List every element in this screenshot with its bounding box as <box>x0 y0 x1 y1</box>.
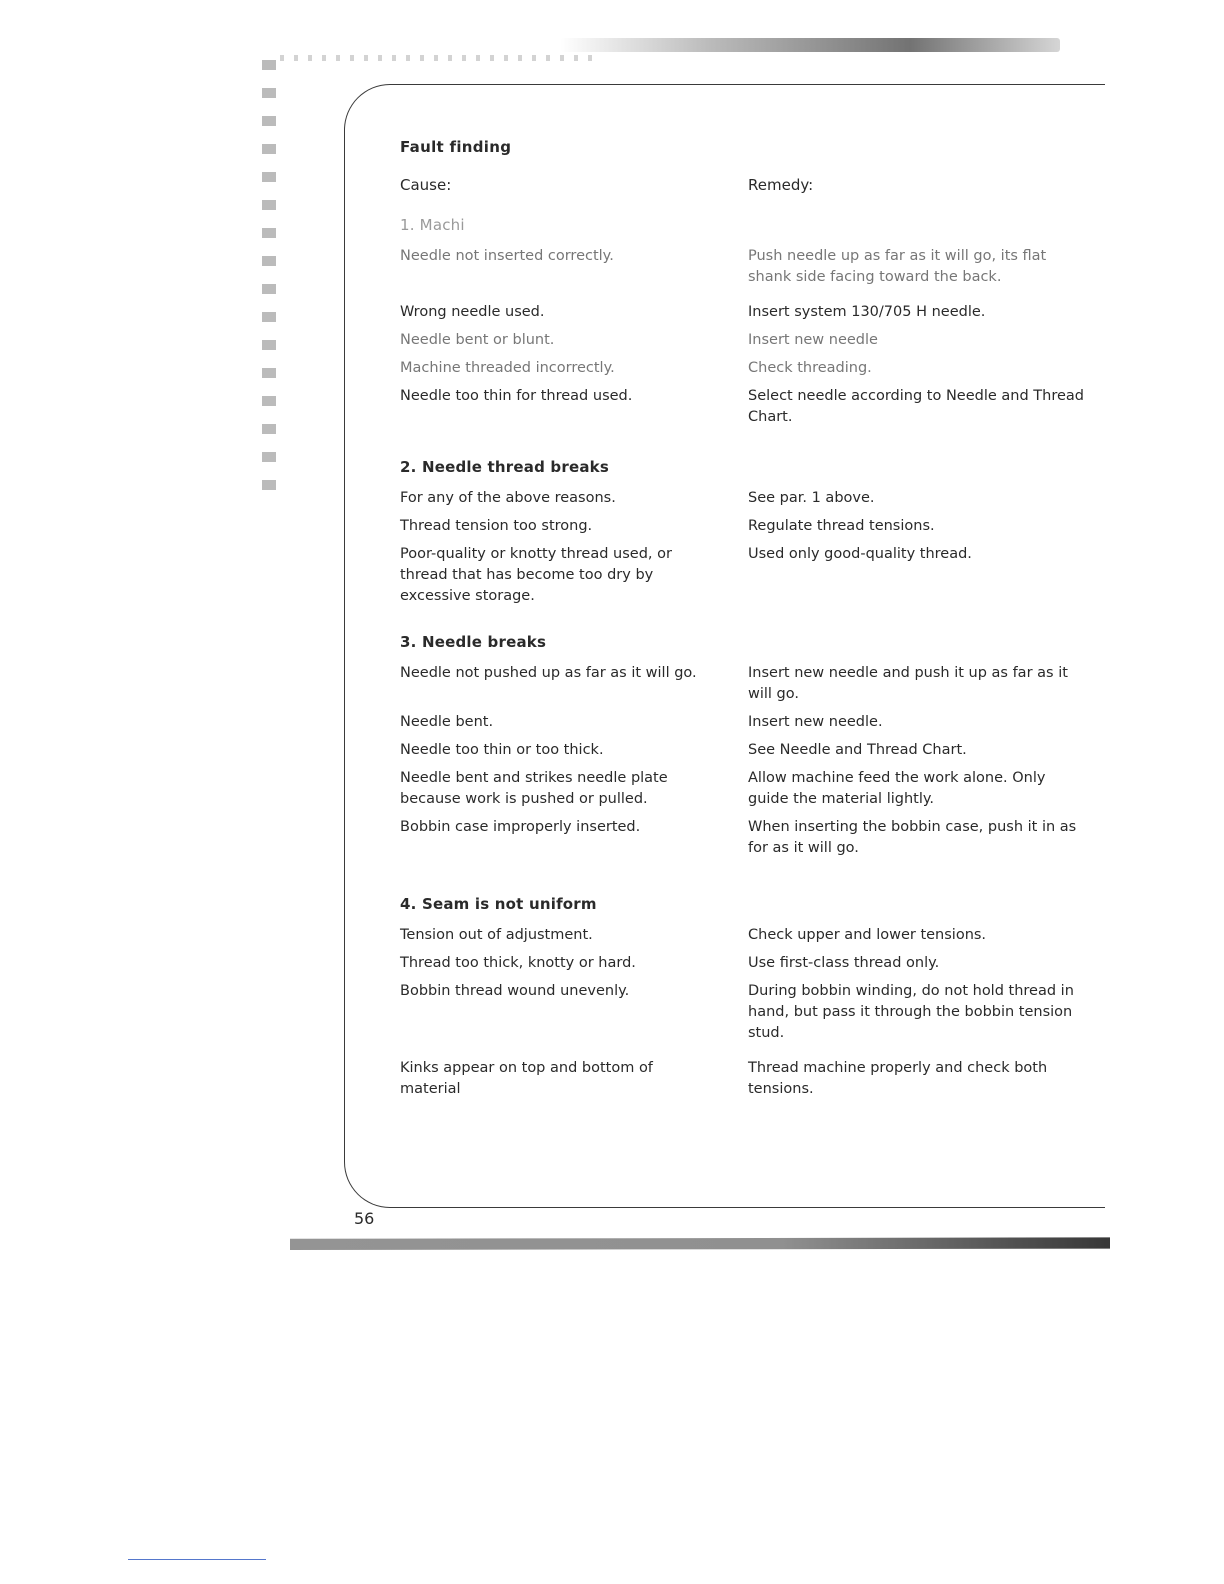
table-row <box>400 488 1090 509</box>
page-title: Fault finding <box>400 138 512 156</box>
remedy-cell: Insert system 130/705 H needle. <box>748 304 986 320</box>
cause-cell: Poor-quality or knotty thread used, or thread that has become too dry by excessive storage. <box>400 546 672 604</box>
table-row <box>400 516 1090 537</box>
scan-artifact-top <box>560 38 1060 52</box>
section-title: 2. Needle thread breaks <box>400 458 609 476</box>
section-3 <box>400 633 1090 859</box>
cause-cell: Needle bent. <box>400 714 494 730</box>
remedy-cell: Allow machine feed the work alone. Only guide the material lightly. <box>748 770 1046 807</box>
cause-cell: Wrong needle used. <box>400 304 545 320</box>
remedy-cell: Used only good-quality thread. <box>748 546 972 562</box>
remedy-cell: Thread machine properly and check both tensions. <box>748 1060 1048 1097</box>
page-number: 56 <box>354 1209 375 1228</box>
cause-cell: Bobbin thread wound unevenly. <box>400 983 630 999</box>
cause-header: Cause: <box>400 176 452 194</box>
cause-cell: Needle bent and strikes needle plate because work is pushed or pulled. <box>400 770 668 807</box>
remedy-cell: Push needle up as far as it will go, its flat shank side facing toward the back. <box>748 248 1047 285</box>
cause-cell: For any of the above reasons. <box>400 490 616 506</box>
remedy-cell: Insert new needle. <box>748 714 883 730</box>
remedy-header: Remedy: <box>748 176 814 194</box>
cause-cell: Needle too thin for thread used. <box>400 388 633 404</box>
table-row <box>400 358 1090 379</box>
table-row <box>400 246 1090 288</box>
cause-cell: Kinks appear on top and bottom of material <box>400 1060 653 1097</box>
cause-cell: Thread too thick, knotty or hard. <box>400 955 636 971</box>
remedy-cell: Use first-class thread only. <box>748 955 940 971</box>
remedy-cell: Regulate thread tensions. <box>748 518 935 534</box>
table-row <box>400 768 1090 810</box>
remedy-cell: Insert new needle and push it up as far as it will go. <box>748 665 1068 702</box>
section-title: 1. Machi <box>400 216 465 234</box>
table-row <box>400 386 1090 428</box>
remedy-cell: Check upper and lower tensions. <box>748 927 987 943</box>
column-headers <box>400 176 1090 194</box>
cause-cell: Needle not pushed up as far as it will go. <box>400 665 697 681</box>
table-row <box>400 925 1090 946</box>
section-title: 3. Needle breaks <box>400 633 547 651</box>
table-row <box>400 817 1090 859</box>
remedy-cell: Insert new needle <box>748 332 878 348</box>
scan-artifact-top-left <box>280 55 600 61</box>
table-row <box>400 663 1090 705</box>
remedy-cell: When inserting the bobbin case, push it in as for as it will go. <box>748 819 1077 856</box>
remedy-cell: During bobbin winding, do not hold thread in hand, but pass it through the bobbin tension stud. <box>748 983 1074 1041</box>
remedy-cell: Check threading. <box>748 360 872 376</box>
table-row <box>400 302 1090 323</box>
remedy-cell: See par. 1 above. <box>748 490 875 506</box>
table-row <box>400 740 1090 761</box>
table-row <box>400 953 1090 974</box>
cause-cell: Bobbin case improperly inserted. <box>400 819 641 835</box>
cause-cell: Thread tension too strong. <box>400 518 593 534</box>
section-title: 4. Seam is not uniform <box>400 895 597 913</box>
cause-cell: Needle not inserted correctly. <box>400 248 614 264</box>
table-row <box>400 1058 1090 1100</box>
footer-rule <box>128 1559 266 1560</box>
cause-cell: Machine threaded incorrectly. <box>400 360 615 376</box>
scan-artifact-bottom <box>290 1236 1110 1250</box>
table-row <box>400 330 1090 351</box>
section-2 <box>400 458 1090 607</box>
remedy-cell: See Needle and Thread Chart. <box>748 742 967 758</box>
scan-artifact-left-edge <box>262 60 276 500</box>
table-row <box>400 712 1090 733</box>
cause-cell: Needle too thin or too thick. <box>400 742 604 758</box>
table-row <box>400 544 1090 607</box>
cause-cell: Tension out of adjustment. <box>400 927 593 943</box>
table-row <box>400 981 1090 1044</box>
cause-cell: Needle bent or blunt. <box>400 332 555 348</box>
fault-table <box>400 138 1090 1107</box>
remedy-cell: Select needle according to Needle and Thread Chart. <box>748 388 1084 425</box>
section-4 <box>400 895 1090 1100</box>
section-1 <box>400 216 1090 428</box>
